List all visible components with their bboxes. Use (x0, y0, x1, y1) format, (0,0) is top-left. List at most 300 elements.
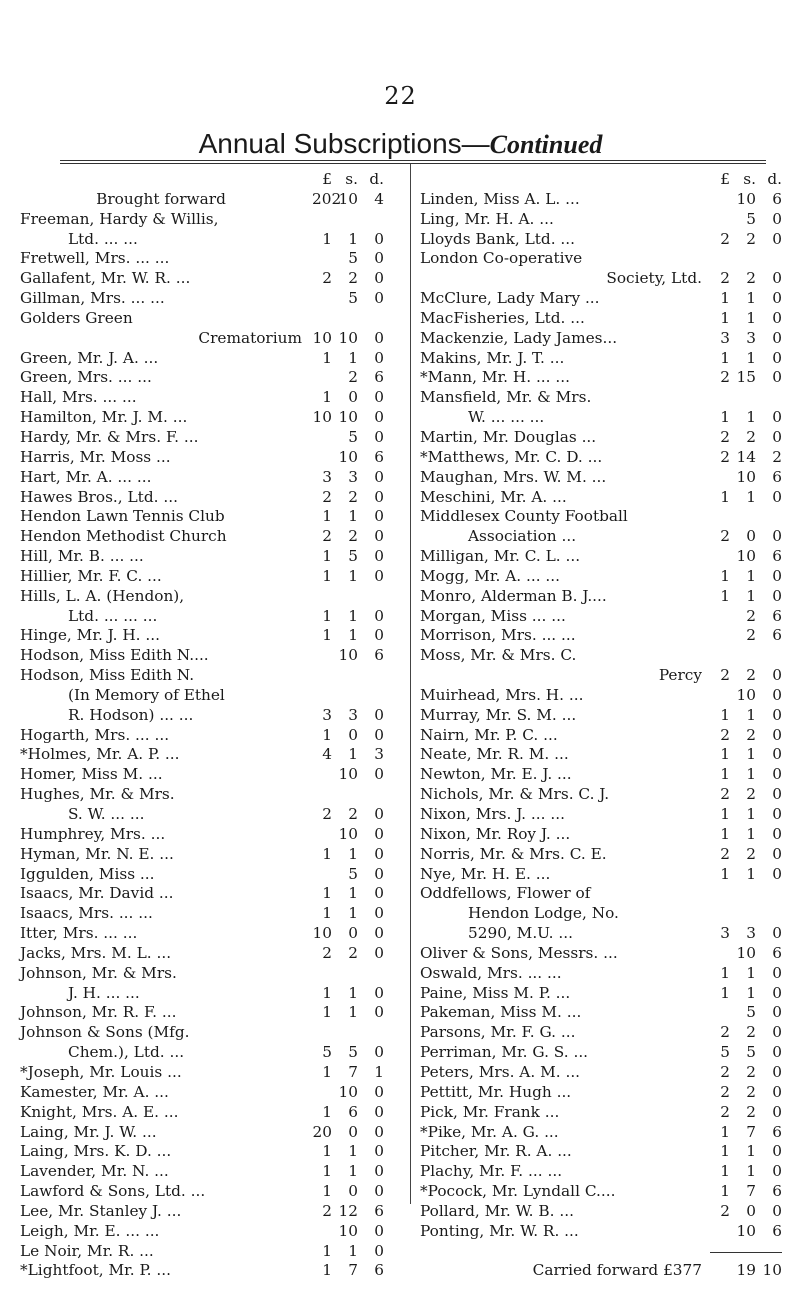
shillings-amount: 10 (338, 1082, 358, 1101)
subscription-row (20, 686, 392, 706)
shillings-amount: 2 (746, 427, 756, 446)
shillings-amount: 3 (348, 705, 358, 724)
subscriber-name: Nichols, Mr. & Mrs. C. J. (420, 785, 610, 804)
subscriber-name: Leigh, Mr. E. ... ... (20, 1221, 160, 1240)
shillings-amount: 2 (746, 269, 756, 288)
shillings-amount: 0 (348, 1182, 358, 1201)
subscription-row (420, 269, 782, 289)
pounds-amount: £ (720, 170, 730, 188)
pence-amount: 0 (374, 1142, 384, 1161)
subscription-row (20, 507, 392, 527)
subscription-row (20, 1162, 392, 1182)
subscription-row (420, 745, 782, 765)
pounds-amount: 4 (322, 745, 332, 764)
subscriber-name: Norris, Mr. & Mrs. C. E. (420, 844, 607, 863)
shillings-amount: 1 (348, 626, 358, 645)
pence-amount: 0 (374, 249, 384, 268)
subscription-row (20, 646, 392, 666)
shillings-amount: 5 (348, 249, 358, 268)
subscription-row (20, 964, 392, 984)
total-rule (710, 1252, 782, 1253)
pounds-amount: 20 (312, 1122, 332, 1141)
pence-amount: 0 (374, 606, 384, 625)
shillings-amount: 1 (348, 348, 358, 367)
subscription-row (420, 944, 782, 964)
subscriber-name: Peters, Mrs. A. M. ... (420, 1062, 581, 1081)
pence-amount: 0 (374, 864, 384, 883)
subscriber-name: Jacks, Mrs. M. L. ... (20, 943, 172, 962)
pence-amount: 6 (374, 447, 384, 466)
subscriber-name: *Pocock, Mr. Lyndall C.... (420, 1182, 616, 1201)
subscriber-name: London Co-operative (420, 249, 583, 268)
shillings-amount: 1 (746, 586, 756, 605)
pence-amount: 0 (772, 487, 782, 506)
subscriber-name: (In Memory of Ethel (68, 685, 225, 704)
subscription-row (20, 230, 392, 250)
pounds-amount: 1 (720, 824, 730, 843)
subscriber-name: Hills, L. A. (Hendon), (20, 586, 185, 605)
subscription-row (420, 1063, 782, 1083)
subscriber-name: Pakeman, Miss M. ... (420, 1003, 582, 1022)
pence-amount: 0 (374, 1043, 384, 1062)
pence-amount: 0 (772, 368, 782, 387)
subscription-row (20, 1003, 392, 1023)
subscription-row (420, 1222, 782, 1242)
pounds-amount: 1 (720, 586, 730, 605)
shillings-amount: 0 (746, 527, 756, 546)
top-rule-double (60, 163, 766, 164)
pounds-amount: 2 (720, 725, 730, 744)
subscriber-name: Nixon, Mr. Roy J. ... (420, 824, 571, 843)
pence-amount: 0 (374, 507, 384, 526)
subscriber-name: Hogarth, Mrs. ... ... (20, 725, 170, 744)
pence-amount: 0 (772, 864, 782, 883)
right-subscription-column (420, 170, 782, 1281)
subscriber-name: Isaacs, Mrs. ... ... (20, 904, 153, 923)
shillings-amount: 0 (348, 725, 358, 744)
pence-amount: 0 (772, 666, 782, 685)
pence-amount: 6 (772, 189, 782, 208)
pounds-amount: 1 (322, 1142, 332, 1161)
shillings-amount: 10 (338, 189, 358, 208)
shillings-amount: 2 (348, 527, 358, 546)
pounds-amount: 10 (312, 408, 332, 427)
shillings-amount: 5 (746, 209, 756, 228)
subscriber-name: Hyman, Mr. N. E. ... (20, 844, 174, 863)
pence-amount: 0 (374, 1082, 384, 1101)
shillings-amount: 10 (338, 646, 358, 665)
subscriber-name: Hart, Mr. A. ... ... (20, 467, 152, 486)
shillings-amount: 14 (736, 447, 756, 466)
pounds-amount: 2 (322, 1201, 332, 1220)
shillings-amount: 3 (746, 924, 756, 943)
shillings-amount: 1 (746, 408, 756, 427)
shillings-amount: 2 (746, 606, 756, 625)
subscriber-name: *Lightfoot, Mr. P. ... (20, 1261, 171, 1280)
pence-amount: 0 (374, 527, 384, 546)
shillings-amount: 5 (746, 1003, 756, 1022)
pence-amount: 0 (772, 1043, 782, 1062)
shillings-amount: 7 (746, 1182, 756, 1201)
subscriber-name: Murray, Mr. S. M. ... (420, 705, 577, 724)
subscriber-name: Carried forward £377 (532, 1261, 702, 1280)
subscriber-name: Johnson, Mr. & Mrs. (20, 963, 177, 982)
pounds-amount: 1 (322, 1182, 332, 1201)
subscriber-name: *Mann, Mr. H. ... ... (420, 368, 570, 387)
subscription-row (20, 706, 392, 726)
subscription-row (420, 170, 782, 190)
subscriber-name: Hall, Mrs. ... ... (20, 388, 137, 407)
subscriber-name: Lawford & Sons, Ltd. ... (20, 1182, 206, 1201)
shillings-amount: 1 (348, 1142, 358, 1161)
pounds-amount: 1 (322, 884, 332, 903)
pounds-amount: 1 (720, 348, 730, 367)
shillings-amount: 5 (746, 1043, 756, 1062)
subscription-row (420, 1142, 782, 1162)
subscriber-name: Hinge, Mr. J. H. ... (20, 626, 160, 645)
subscription-row (420, 408, 782, 428)
pence-amount: 0 (374, 943, 384, 962)
pounds-amount: 2 (720, 844, 730, 863)
subscription-row (420, 1261, 782, 1281)
subscription-row (20, 1202, 392, 1222)
pounds-amount: 1 (322, 1162, 332, 1181)
pence-amount: 0 (374, 765, 384, 784)
pounds-amount: 2 (322, 805, 332, 823)
pounds-amount: 2 (720, 1082, 730, 1101)
heading-main: Annual Subscriptions— (198, 128, 490, 159)
shillings-amount: 1 (746, 289, 756, 308)
subscription-row (420, 488, 782, 508)
pounds-amount: 2 (720, 666, 730, 685)
subscription-row (20, 607, 392, 627)
subscription-row (20, 567, 392, 587)
subscription-row (420, 547, 782, 567)
subscription-row (420, 507, 782, 527)
pounds-amount: 1 (322, 229, 332, 248)
subscriber-name: Moss, Mr. & Mrs. C. (420, 646, 577, 665)
subscription-row (420, 309, 782, 329)
column-divider (410, 164, 411, 1204)
subscription-row (20, 785, 392, 805)
shillings-amount: 10 (338, 765, 358, 784)
subscription-row (420, 666, 782, 686)
subscriber-name: Neate, Mr. R. M. ... (420, 745, 569, 764)
pence-amount: 0 (374, 904, 384, 923)
shillings-amount: 0 (348, 388, 358, 407)
subscriber-name: Hodson, Miss Edith N.... (20, 646, 209, 665)
shillings-amount: 1 (746, 824, 756, 843)
shillings-amount: 5 (348, 864, 358, 883)
subscriber-name: Hodson, Miss Edith N. (20, 666, 195, 685)
shillings-amount: 1 (746, 566, 756, 585)
subscriber-name: J. H. ... ... (68, 983, 140, 1002)
subscriber-name: Knight, Mrs. A. E. ... (20, 1102, 179, 1121)
subscription-row (420, 428, 782, 448)
shillings-amount: 7 (746, 1122, 756, 1141)
shillings-amount: 6 (348, 1102, 358, 1121)
pounds-amount: 2 (720, 269, 730, 288)
shillings-amount: 1 (746, 348, 756, 367)
subscription-row (420, 924, 782, 944)
subscriber-name: Isaacs, Mr. David ... (20, 884, 174, 903)
subscriber-name: Le Noir, Mr. R. ... (20, 1241, 154, 1260)
pence-amount: 0 (374, 1162, 384, 1181)
pence-amount: 0 (374, 467, 384, 486)
pounds-amount: 202 (312, 189, 342, 208)
subscriber-name: Lloyds Bank, Ltd. ... (420, 229, 576, 248)
pence-amount: 0 (772, 1082, 782, 1101)
pence-amount: 6 (772, 943, 782, 962)
pounds-amount: £ (322, 170, 332, 188)
subscriber-name: Monro, Alderman B. J.... (420, 586, 607, 605)
pence-amount: 0 (374, 626, 384, 645)
shillings-amount: 1 (348, 566, 358, 585)
pence-amount: 0 (772, 1062, 782, 1081)
subscriber-name: MacFisheries, Ltd. ... (420, 308, 585, 327)
shillings-amount: 1 (348, 884, 358, 903)
subscriber-name: Paine, Miss M. P. ... (420, 983, 571, 1002)
subscription-row (20, 1023, 392, 1043)
subscriber-name: Hamilton, Mr. J. M. ... (20, 408, 188, 427)
shillings-amount: 2 (746, 626, 756, 645)
subscriber-name: Hardy, Mr. & Mrs. F. ... (20, 427, 199, 446)
pence-amount: 0 (772, 725, 782, 744)
pence-amount: 0 (772, 924, 782, 943)
subscription-row (20, 289, 392, 309)
subscription-row (420, 1103, 782, 1123)
shillings-amount: 1 (348, 229, 358, 248)
shillings-amount: 0 (746, 1201, 756, 1220)
subscriber-name: Hendon Lawn Tennis Club (20, 507, 225, 526)
pounds-amount: 3 (720, 328, 730, 347)
pence-amount: 0 (772, 427, 782, 446)
pounds-amount: 1 (322, 983, 332, 1002)
left-subscription-column (20, 170, 392, 1281)
pounds-amount: 1 (720, 805, 730, 823)
pence-amount: 0 (772, 1023, 782, 1042)
shillings-amount: 3 (746, 328, 756, 347)
shillings-amount: 10 (736, 189, 756, 208)
subscriber-name: *Holmes, Mr. A. P. ... (20, 745, 180, 764)
subscriber-name: Mogg, Mr. A. ... ... (420, 566, 561, 585)
subscription-row (420, 765, 782, 785)
shillings-amount: 10 (338, 328, 358, 347)
subscription-row (420, 329, 782, 349)
pounds-amount: 1 (720, 864, 730, 883)
pence-amount: 0 (772, 963, 782, 982)
pence-amount: 0 (772, 348, 782, 367)
subscription-row (20, 666, 392, 686)
subscriber-name: Nye, Mr. H. E. ... (420, 864, 551, 883)
subscriber-name: Linden, Miss A. L. ... (420, 189, 580, 208)
subscriber-name: Hillier, Mr. F. C. ... (20, 566, 162, 585)
subscriber-name: Harris, Mr. Moss ... (20, 447, 171, 466)
pence-amount: 0 (374, 388, 384, 407)
pounds-amount: 1 (720, 1182, 730, 1201)
pence-amount: 0 (772, 229, 782, 248)
subscription-row (420, 805, 782, 825)
pounds-amount: 2 (720, 368, 730, 387)
subscription-row (420, 845, 782, 865)
subscriber-name: Ltd. ... ... (68, 229, 138, 248)
shillings-amount: 2 (348, 368, 358, 387)
subscription-row (20, 349, 392, 369)
pounds-amount: 1 (322, 566, 332, 585)
subscription-row (420, 388, 782, 408)
subscriber-name: Hill, Mr. B. ... ... (20, 547, 144, 566)
subscriber-name: Homer, Miss M. ... (20, 765, 163, 784)
subscriber-name: Pick, Mr. Frank ... (420, 1102, 560, 1121)
pence-amount: 0 (374, 566, 384, 585)
shillings-amount: 15 (736, 368, 756, 387)
subscriber-name: Martin, Mr. Douglas ... (420, 427, 597, 446)
shillings-amount: 2 (348, 805, 358, 823)
subscription-row (420, 904, 782, 924)
pounds-amount: 1 (720, 765, 730, 784)
shillings-amount: 1 (746, 805, 756, 823)
pounds-amount: 1 (720, 745, 730, 764)
subscription-row (20, 587, 392, 607)
shillings-amount: s. (345, 170, 358, 188)
pounds-amount: 5 (322, 1043, 332, 1062)
shillings-amount: 2 (746, 229, 756, 248)
subscription-row (420, 190, 782, 210)
pence-amount: 0 (772, 824, 782, 843)
pence-amount: 0 (772, 1142, 782, 1161)
subscriber-name: Humphrey, Mrs. ... (20, 824, 166, 843)
shillings-amount: 7 (348, 1261, 358, 1280)
pence-amount: 0 (772, 705, 782, 724)
pounds-amount: 1 (720, 408, 730, 427)
subscription-row (20, 765, 392, 785)
pence-amount: 0 (772, 209, 782, 228)
subscription-row (20, 527, 392, 547)
shillings-amount: 2 (746, 1062, 756, 1081)
subscriber-name: Pettitt, Mr. Hugh ... (420, 1082, 572, 1101)
subscription-row (20, 468, 392, 488)
shillings-amount: 7 (348, 1062, 358, 1081)
subscription-row (420, 249, 782, 269)
pence-amount: 0 (374, 1122, 384, 1141)
pence-amount: 0 (374, 269, 384, 288)
shillings-amount: 5 (348, 289, 358, 308)
pounds-amount: 2 (720, 427, 730, 446)
subscriber-name: Crematorium (198, 328, 302, 347)
pence-amount: 0 (374, 1221, 384, 1240)
shillings-amount: 1 (746, 864, 756, 883)
subscription-row (420, 1162, 782, 1182)
subscriber-name: Green, Mr. J. A. ... (20, 348, 159, 367)
shillings-amount: 1 (348, 745, 358, 764)
pounds-amount: 1 (322, 388, 332, 407)
shillings-amount: 2 (746, 785, 756, 804)
subscriber-name: *Pike, Mr. A. G. ... (420, 1122, 559, 1141)
subscriber-name: Perriman, Mr. G. S. ... (420, 1043, 589, 1062)
subscriber-name: Gillman, Mrs. ... ... (20, 289, 165, 308)
pence-amount: 0 (772, 1102, 782, 1121)
shillings-amount: 0 (348, 924, 358, 943)
pence-amount: 0 (772, 566, 782, 585)
pounds-amount: 2 (322, 943, 332, 962)
shillings-amount: s. (743, 170, 756, 188)
subscriber-name: Kamester, Mr. A. ... (20, 1082, 169, 1101)
shillings-amount: 10 (736, 943, 756, 962)
shillings-amount: 1 (746, 705, 756, 724)
subscriber-name: S. W. ... ... (68, 805, 145, 823)
pounds-amount: 2 (322, 269, 332, 288)
shillings-amount: 19 (736, 1261, 756, 1280)
subscription-row (20, 448, 392, 468)
subscriber-name: *Joseph, Mr. Louis ... (20, 1062, 182, 1081)
subscriber-name: Gallafent, Mr. W. R. ... (20, 269, 191, 288)
subscriber-name: Morrison, Mrs. ... ... (420, 626, 576, 645)
pence-amount: d. (369, 170, 384, 188)
subscription-row (20, 726, 392, 746)
pounds-amount: 2 (720, 229, 730, 248)
subscriber-name: Society, Ltd. (606, 269, 702, 288)
page-number: 22 (384, 82, 417, 110)
pounds-amount: 2 (322, 487, 332, 506)
subscriber-name: Golders Green (20, 308, 133, 327)
pounds-amount: 1 (720, 289, 730, 308)
subscriber-name: Fretwell, Mrs. ... ... (20, 249, 170, 268)
subscription-row (20, 488, 392, 508)
subscriber-name: Oswald, Mrs. ... ... (420, 963, 562, 982)
pounds-amount: 1 (720, 487, 730, 506)
subscription-row (20, 309, 392, 329)
pence-amount: 0 (374, 924, 384, 943)
subscriber-name: Meschini, Mr. A. ... (420, 487, 567, 506)
pounds-amount: 1 (322, 904, 332, 923)
subscription-row (420, 1023, 782, 1043)
subscription-row (420, 626, 782, 646)
top-rule (60, 160, 766, 161)
shillings-amount: 2 (348, 269, 358, 288)
shillings-amount: 1 (348, 844, 358, 863)
subscription-row (20, 1261, 392, 1281)
shillings-amount: 2 (746, 666, 756, 685)
pence-amount: 0 (374, 983, 384, 1002)
pounds-amount: 1 (322, 1003, 332, 1022)
subscription-row (20, 388, 392, 408)
shillings-amount: 1 (348, 1003, 358, 1022)
pounds-amount: 1 (322, 606, 332, 625)
pounds-amount: 5 (720, 1043, 730, 1062)
pence-amount: 6 (772, 1221, 782, 1240)
pence-amount: 0 (772, 1003, 782, 1022)
pence-amount: 0 (374, 824, 384, 843)
subscription-row (20, 944, 392, 964)
pounds-amount: 2 (720, 447, 730, 466)
subscription-row (20, 190, 392, 210)
subscriber-name: Johnson, Mr. R. F. ... (20, 1003, 177, 1022)
pence-amount: 0 (374, 408, 384, 427)
subscription-row (20, 626, 392, 646)
subscriber-name: Makins, Mr. J. T. ... (420, 348, 565, 367)
subscription-row (20, 1222, 392, 1242)
subscription-row (420, 646, 782, 666)
pounds-amount: 1 (322, 1261, 332, 1280)
shillings-amount: 3 (348, 467, 358, 486)
subscription-row (420, 984, 782, 1004)
subscription-row (420, 1123, 782, 1143)
pence-amount: 2 (772, 447, 782, 466)
pence-amount: 0 (374, 348, 384, 367)
subscriber-name: Lee, Mr. Stanley J. ... (20, 1201, 182, 1220)
pence-amount: d. (767, 170, 782, 188)
shillings-amount: 0 (348, 1122, 358, 1141)
